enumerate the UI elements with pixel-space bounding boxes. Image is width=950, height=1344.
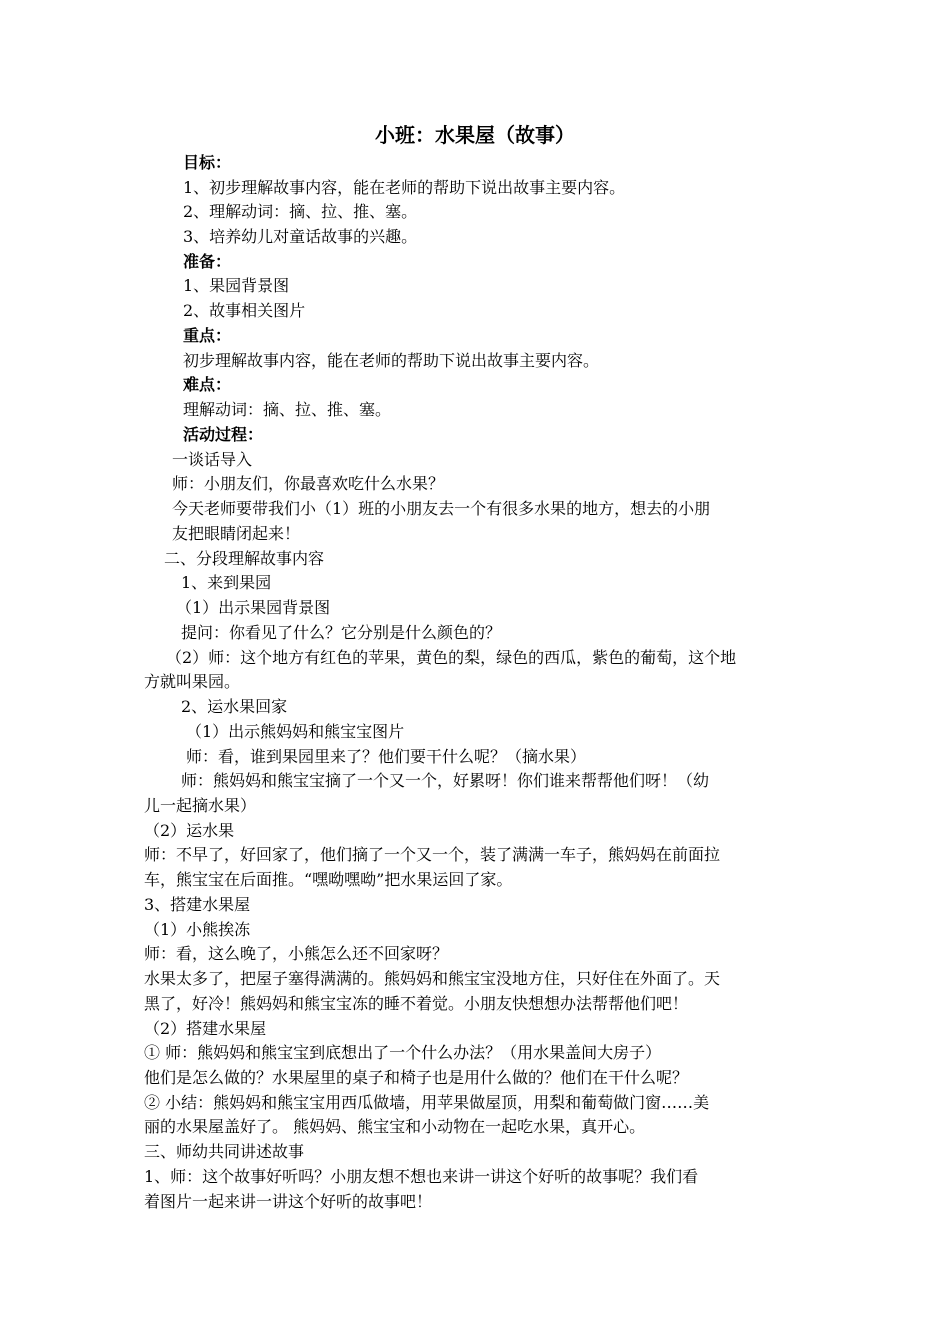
paragraph-line: 师：小朋友们，你最喜欢吃什么水果？ — [172, 474, 445, 493]
paragraph-line: 他们是怎么做的？水果屋里的桌子和椅子也是用什么做的？他们在干什么呢？ — [144, 1068, 689, 1087]
paragraph-line: （1）出示果园背景图 — [176, 598, 331, 617]
paragraph-line: （2）运水果 — [144, 821, 235, 840]
prep-item: 2、故事相关图片 — [183, 301, 306, 320]
paragraph-line: ② 小结：熊妈妈和熊宝宝用西瓜做墙，用苹果做屋顶，用梨和葡萄做门窗……美 — [144, 1093, 710, 1112]
paragraph-line: 师：看，这么晚了，小熊怎么还不回家呀？ — [144, 944, 449, 963]
paragraph-line: 黑了，好冷！熊妈妈和熊宝宝冻的睡不着觉。小朋友快想想办法帮帮他们吧！ — [144, 994, 689, 1013]
goal-item: 2、理解动词：摘、拉、推、塞。 — [183, 202, 418, 221]
paragraph-line: ① 师：熊妈妈和熊宝宝到底想出了一个什么办法？（用水果盖间大房子） — [144, 1043, 662, 1062]
process-heading: 活动过程： — [183, 425, 264, 444]
subsection-heading: 1、来到果园 — [181, 573, 272, 592]
paragraph-line: 儿一起摘水果） — [144, 796, 257, 815]
paragraph-line: 1、师：这个故事好听吗？小朋友想不想也来讲一讲这个好听的故事呢？我们看 — [144, 1167, 699, 1186]
paragraph-line: 丽的水果屋盖好了。 熊妈妈、熊宝宝和小动物在一起吃水果，真开心。 — [144, 1117, 646, 1136]
subsection-heading: 3、搭建水果屋 — [144, 895, 251, 914]
key-point-text: 初步理解故事内容，能在老师的帮助下说出故事主要内容。 — [183, 351, 600, 370]
paragraph-line: 提问：你看见了什么？它分别是什么颜色的？ — [181, 623, 502, 642]
goal-item: 3、培养幼儿对童话故事的兴趣。 — [183, 227, 418, 246]
paragraph-line: 今天老师要带我们小（1）班的小朋友去一个有很多水果的地方，想去的小朋 — [172, 499, 711, 518]
paragraph-line: （1）出示熊妈妈和熊宝宝图片 — [186, 722, 405, 741]
paragraph-line: 友把眼睛闭起来！ — [172, 524, 301, 543]
section-heading: 一谈话导入 — [172, 450, 253, 469]
paragraph-line: 师：看，谁到果园里来了？他们要干什么呢？（摘水果） — [186, 747, 587, 766]
difficulty-heading: 难点： — [183, 375, 232, 394]
prep-item: 1、果园背景图 — [183, 276, 290, 295]
prep-heading: 准备： — [183, 252, 232, 271]
paragraph-line: （1）小熊挨冻 — [144, 920, 251, 939]
key-point-heading: 重点： — [183, 326, 232, 345]
section-heading: 三、师幼共同讲述故事 — [144, 1142, 305, 1161]
paragraph-line: 车，熊宝宝在后面推。“嘿呦嘿呦”把水果运回了家。 — [144, 870, 513, 889]
paragraph-line: 方就叫果园。 — [144, 672, 241, 691]
difficulty-text: 理解动词：摘、拉、推、塞。 — [183, 400, 392, 419]
paragraph-line: 着图片一起来讲一讲这个好听的故事吧！ — [144, 1192, 433, 1211]
goal-item: 1、初步理解故事内容，能在老师的帮助下说出故事主要内容。 — [183, 178, 626, 197]
paragraph-line: （2）搭建水果屋 — [144, 1019, 267, 1038]
section-heading: 二、分段理解故事内容 — [164, 549, 325, 568]
paragraph-line: 水果太多了，把屋子塞得满满的。熊妈妈和熊宝宝没地方住，只好住在外面了。天 — [144, 969, 721, 988]
goals-heading: 目标： — [183, 153, 232, 172]
paragraph-line: 师：熊妈妈和熊宝宝摘了一个又一个，好累呀！你们谁来帮帮他们呀！（幼 — [181, 771, 710, 790]
document-title: 小班：水果屋（故事） — [375, 123, 575, 147]
subsection-heading: 2、运水果回家 — [181, 697, 288, 716]
paragraph-line: 师：不早了，好回家了，他们摘了一个又一个，装了满满一车子，熊妈妈在前面拉 — [144, 845, 721, 864]
paragraph-line: （2）师：这个地方有红色的苹果，黄色的梨，绿色的西瓜，紫色的葡萄，这个地 — [166, 648, 737, 667]
